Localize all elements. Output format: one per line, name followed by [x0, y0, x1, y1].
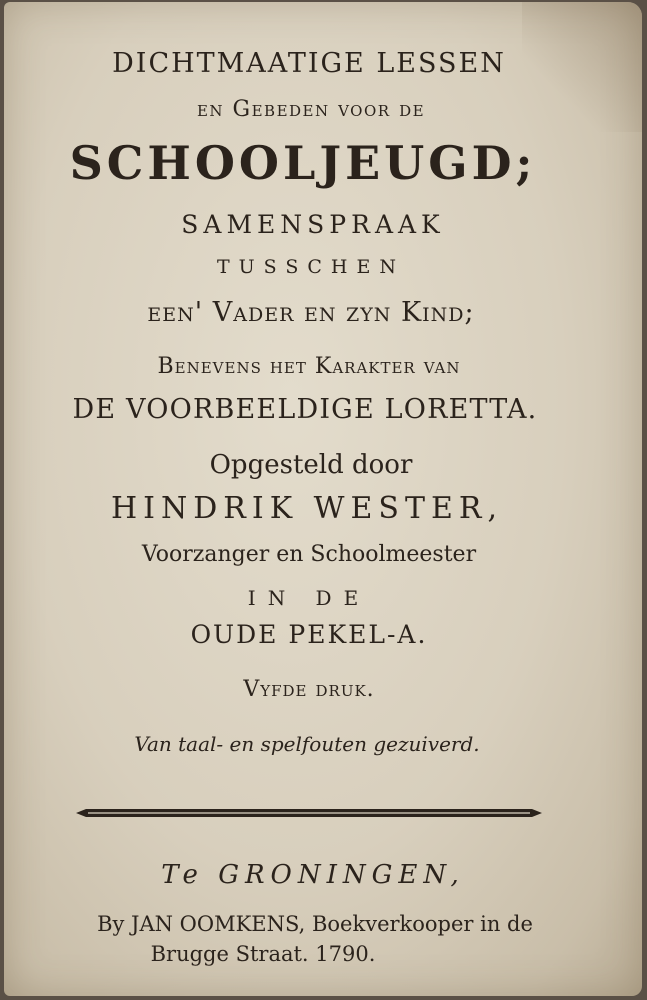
title-line-1: DICHTMAATIGE LESSEN: [112, 48, 506, 79]
author-role: Voorzanger en Schoolmeester: [141, 542, 477, 567]
title-line-2: en Gebeden voor de: [196, 97, 426, 122]
subtitle-tusschen: TUSSCHEN: [217, 256, 405, 278]
author-place-prefix: IN DE: [247, 586, 371, 610]
main-title: SCHOOLJEUGD;: [69, 136, 537, 190]
subtitle-samenspraak: SAMENSPRAAK: [181, 210, 445, 239]
imprint-place: Te GRONINGEN,: [161, 860, 465, 890]
edition-note: Van taal- en spelfouten gezuiverd.: [134, 732, 480, 756]
author-place: OUDE PEKEL-A.: [190, 620, 428, 649]
subtitle-loretta: DE VOORBEELDIGE LORETTA.: [72, 394, 538, 425]
imprint-address-year: Brugge Straat. 1790.: [150, 942, 376, 966]
title-page: [4, 2, 642, 996]
ornamental-rule: [76, 808, 542, 818]
imprint-publisher: By JAN OOMKENS, Boekverkooper in de: [97, 912, 533, 936]
author-intro: Opgesteld door: [209, 450, 413, 480]
subtitle-benevens: Benevens het Karakter van: [157, 354, 461, 379]
edition: Vyfde druk.: [243, 677, 375, 702]
subtitle-vader-kind: een' Vader en zyn Kind;: [147, 297, 475, 328]
author-name: HINDRIK WESTER,: [110, 491, 504, 526]
